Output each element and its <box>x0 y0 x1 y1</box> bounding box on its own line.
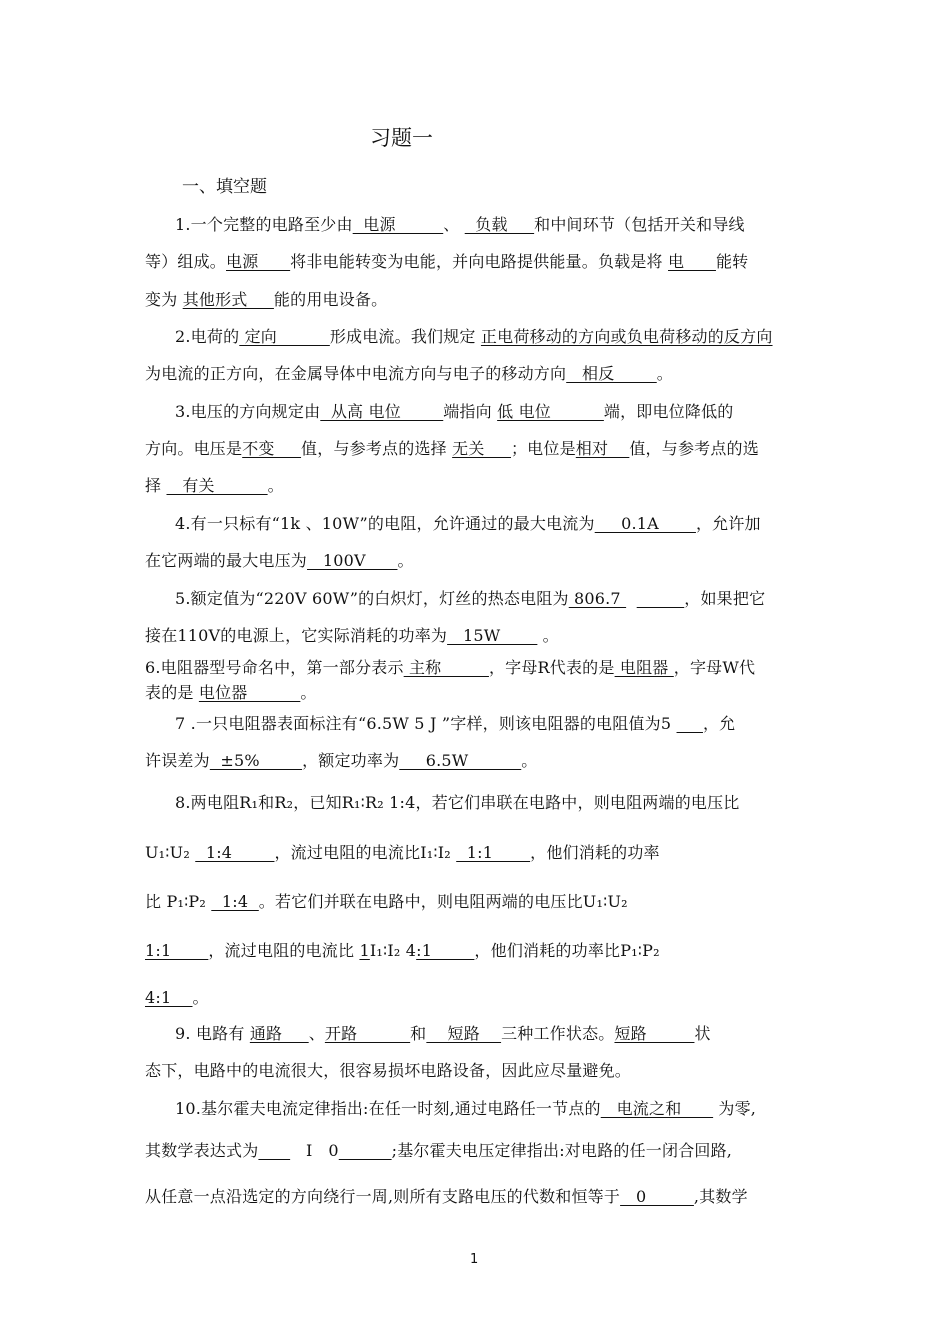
question-2-line-2: 为电流的正方向，在金属导体中电流方向与电子的移动方向 相反 。 <box>145 364 673 383</box>
question-4-line-1: 4.有一只标有“1k 、10W”的电阻，允许通过的最大电流为 0.1A ，允许加 <box>175 514 761 533</box>
question-9-line-1: 9. 电路有 通路 、开路 和 短路 三种工作状态。短路 状 <box>175 1024 711 1043</box>
question-5-line-2: 接在110V的电源上，它实际消耗的功率为 15W 。 <box>145 626 559 645</box>
question-8-line-2: U₁∶U₂ 1:4 ，流过电阻的电流比I₁∶I₂ 1:1 ，他们消耗的功率 <box>145 843 660 862</box>
question-10-line-1: 10.基尔霍夫电流定律指出:在任一时刻,通过电路任一节点的 电流之和 为零, <box>175 1099 757 1118</box>
question-8-line-3: 比 P₁∶P₂ 1:4 。若它们并联在电路中，则电阻两端的电压比U₁∶U₂ <box>145 892 628 911</box>
question-3-line-2: 方向。电压是不变 值，与参考点的选择 无关 ；电位是相对 值，与参考点的选 <box>145 439 759 458</box>
question-6-line-1: 6.电阻器型号命名中，第一部分表示 主称 ，字母R代表的是 电阻器 ，字母W代 <box>145 658 756 677</box>
question-3-line-3: 择 有关 。 <box>145 476 284 495</box>
question-10-line-2: 其数学表达式为 I 0 ;基尔霍夫电压定律指出:对电路的任一闭合回路, <box>145 1141 733 1160</box>
question-2-line-1: 2.电荷的 定向 形成电流。我们规定 正电荷移动的方向或负电荷移动的反方向 <box>175 327 773 346</box>
question-4-line-2: 在它两端的最大电压为 100V 。 <box>145 551 414 570</box>
question-6-line-2: 表的是 电位器 。 <box>145 683 317 702</box>
question-10-line-3: 从任意一点沿选定的方向绕行一周,则所有支路电压的代数和恒等于 0 ,其数学 <box>145 1187 748 1206</box>
question-1-line-3: 变为 其他形式 能的用电设备。 <box>145 290 388 309</box>
page-number: 1 <box>470 1252 479 1267</box>
question-7-line-1: 7 .一只电阻器表面标注有“6.5W 5 J ”字样，则该电阻器的电阻值为5 ，允 <box>175 714 736 733</box>
question-1-line-1: 1.一个完整的电路至少由 电源 、 负载 和中间环节（包括开关和导线 <box>175 215 745 234</box>
question-8-line-5: 4:1 。 <box>145 988 209 1007</box>
section-heading: 一、填空题 <box>182 177 267 197</box>
question-9-line-2: 态下，电路中的电流很大，很容易损坏电路设备，因此应尽量避免。 <box>145 1061 632 1080</box>
question-8-line-1: 8.两电阻R₁和R₂，已知R₁∶R₂ 1:4，若它们串联在电路中，则电阻两端的电压比 <box>175 793 740 812</box>
question-3-line-1: 3.电压的方向规定由 从高 电位 端指向 低 电位 端，即电位降低的 <box>175 402 734 421</box>
question-5-line-1: 5.额定值为“220V 60W”的白炽灯，灯丝的热态电阻为 806.7 ，如果把它 <box>175 589 766 608</box>
question-7-line-2: 许误差为 ±5% ，额定功率为 6.5W 。 <box>145 751 538 770</box>
question-1-line-2: 等）组成。电源 将非电能转变为电能，并向电路提供能量。负载是将 电 能转 <box>145 252 749 271</box>
page-title: 习题一 <box>370 126 433 150</box>
question-8-line-4: 1:1 ，流过电阻的电流比 1I₁∶I₂ 4:1 ，他们消耗的功率比P₁∶P₂ <box>145 941 660 960</box>
